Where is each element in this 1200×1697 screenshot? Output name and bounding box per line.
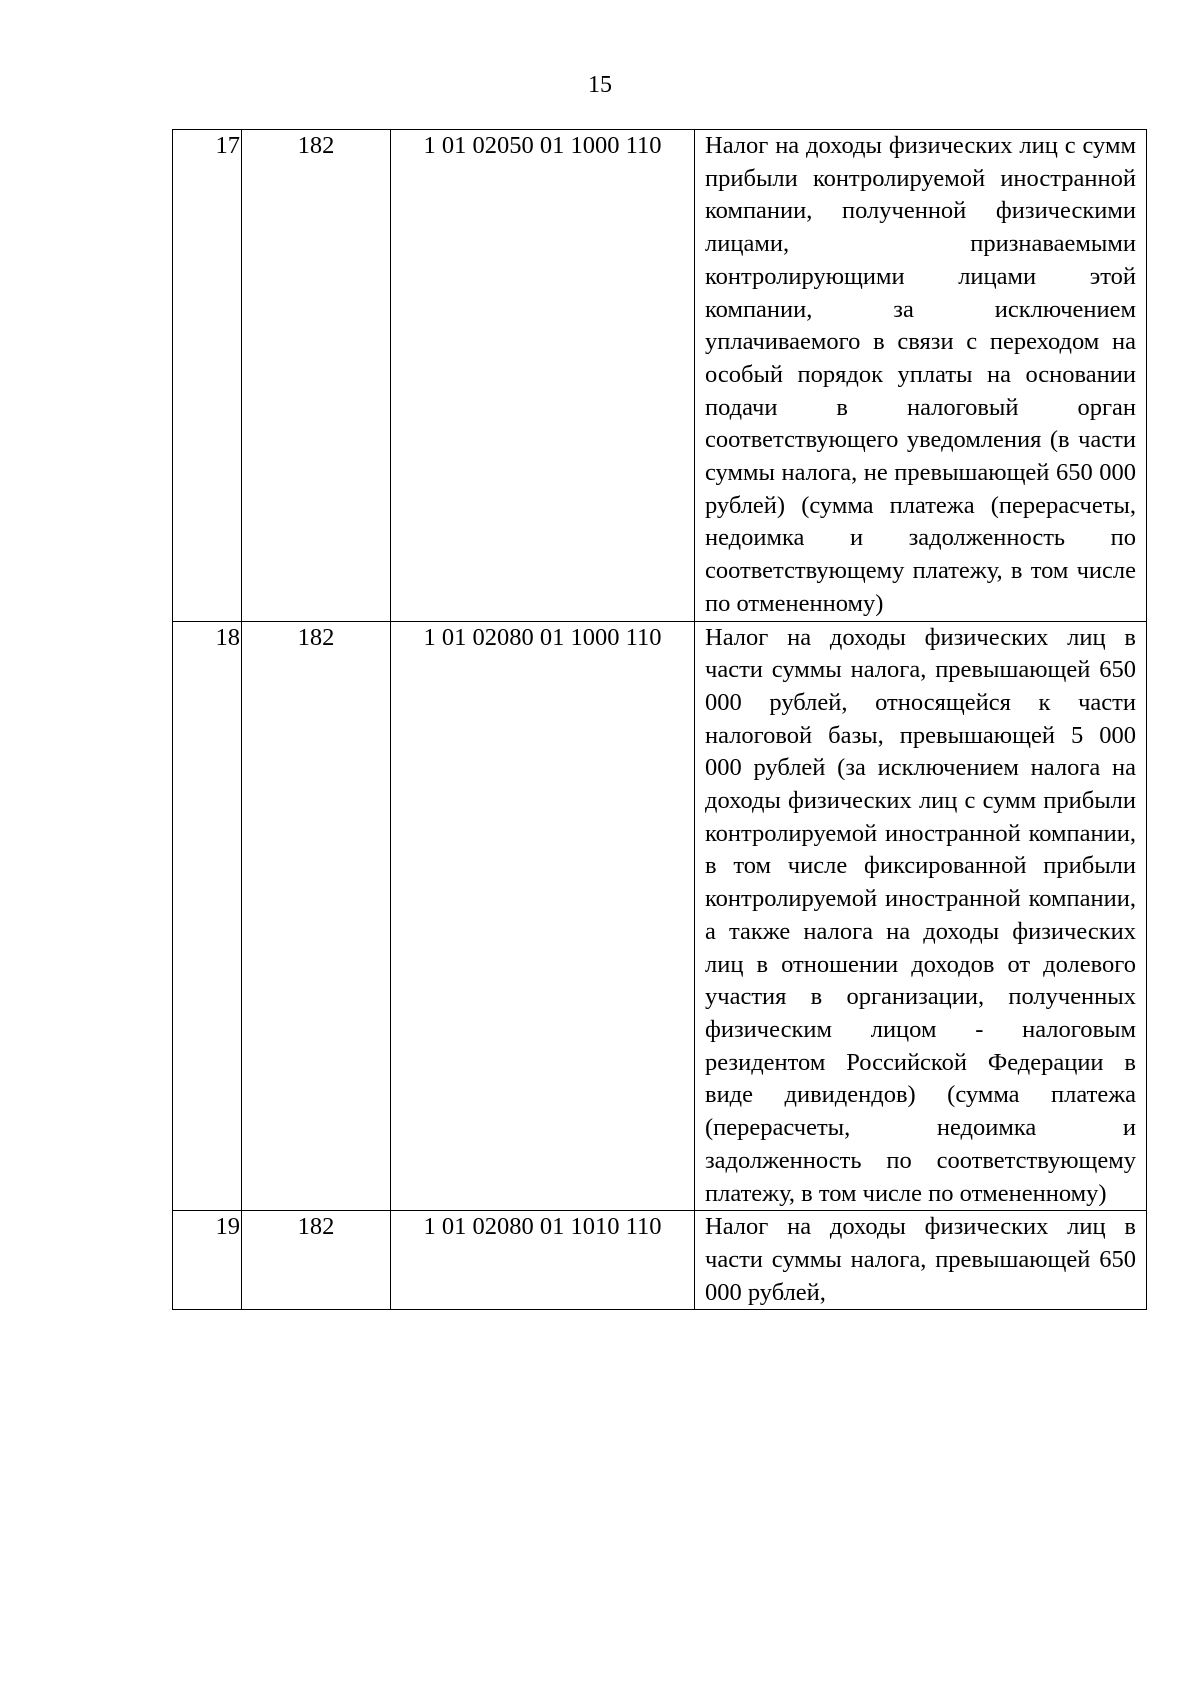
budget-classification-code-cell: 1 01 02050 01 1000 110 bbox=[391, 130, 695, 622]
budget-classification-code-cell: 1 01 02080 01 1010 110 bbox=[391, 1211, 695, 1310]
row-number-cell: 19 bbox=[173, 1211, 242, 1310]
budget-revenue-table bbox=[172, 129, 1147, 1310]
revenue-description-text: Налог на доходы физических лиц с сумм прибыли контролируемой иностранной компании, полученной физическими лицами, признаваемыми контролирующими лицами этой компании, за исключением уплачиваемого в связи с переходом на особый порядок уплаты на основании подачи в налоговый орган соответствующего уведомления (в части суммы налога, не превышающей 650 000 рублей) (сумма платежа (перерасчеты, недоимка и задолженность по соответствующему платежу, в том числе по отмененному) bbox=[705, 132, 1136, 617]
budget-classification-code-cell: 1 01 02080 01 1000 110 bbox=[391, 621, 695, 1211]
administrator-code-cell: 182 bbox=[242, 621, 391, 1211]
revenue-description-cell bbox=[695, 621, 1147, 1211]
table-row bbox=[173, 621, 1147, 1211]
administrator-code-cell: 182 bbox=[242, 130, 391, 622]
administrator-code-cell: 182 bbox=[242, 1211, 391, 1310]
revenue-description-cell bbox=[695, 130, 1147, 622]
row-number-cell: 17 bbox=[173, 130, 242, 622]
revenue-description-cell bbox=[695, 1211, 1147, 1310]
revenue-description-text: Налог на доходы физических лиц в части суммы налога, превышающей 650 000 рублей, bbox=[705, 1213, 1136, 1306]
table-row bbox=[173, 130, 1147, 622]
table-row bbox=[173, 1211, 1147, 1310]
page-number: 15 bbox=[588, 72, 612, 98]
row-number-cell: 18 bbox=[173, 621, 242, 1211]
revenue-description-text: Налог на доходы физических лиц в части суммы налога, превышающей 650 000 рублей, относящейся к части налоговой базы, превышающей 5 000 000 рублей (за исключением налога на доходы физических лиц с сумм прибыли контролируемой иностранной компании, в том числе фиксированной прибыли контролируемой иностранной компании, а также налога на доходы физических лиц в отношении доходов от долевого участия в организации, полученных физическим лицом - налоговым резидентом Российской Федерации в виде дивидендов) (сумма платежа (перерасчеты, недоимка и задолженность по соответствующему платежу, в том числе по отмененному) bbox=[705, 623, 1136, 1207]
